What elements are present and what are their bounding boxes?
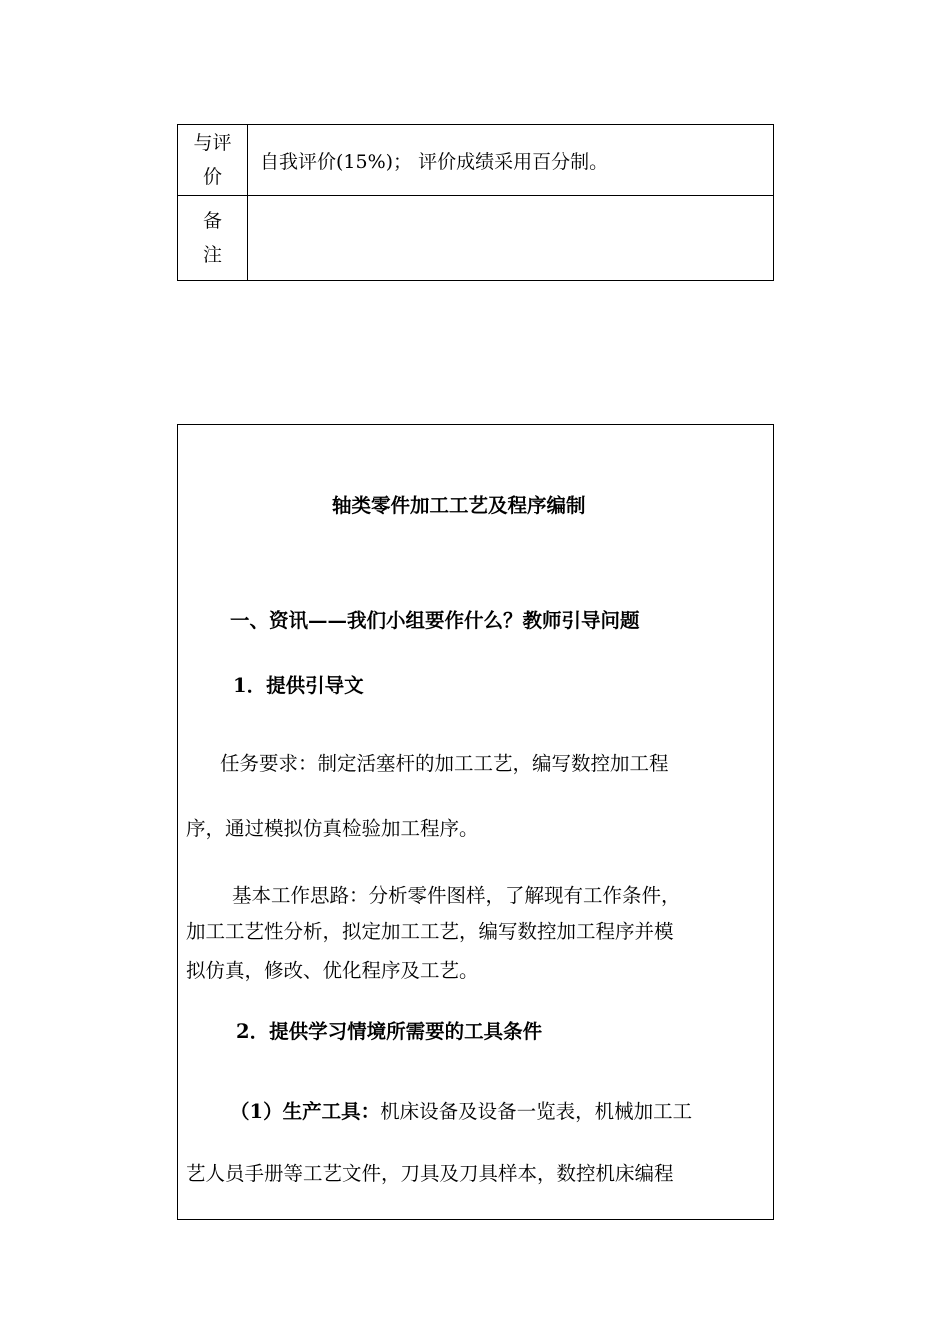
row-label-remarks: 备 注: [178, 196, 248, 281]
row-label-evaluation: 与评 价: [178, 125, 248, 196]
table-row: [178, 196, 774, 281]
tools-line-2: 艺人员手册等工艺文件，刀具及刀具样本，数控机床编程: [186, 1162, 674, 1185]
task-line-1: 任务要求：制定活塞杆的加工工艺，编写数控加工程: [220, 752, 669, 775]
section-heading: 一、资讯——我们小组要作什么？教师引导问题: [230, 609, 640, 632]
document-title: 轴类零件加工工艺及程序编制: [332, 494, 586, 517]
tools-label: （1）生产工具：: [230, 1100, 381, 1123]
idea-line-1: 基本工作思路：分析零件图样，了解现有工作条件，: [232, 884, 681, 907]
idea-line-2: 加工工艺性分析，拟定加工工艺，编写数控加工程序并模: [186, 920, 674, 943]
subheading-guide: 1．提供引导文: [233, 674, 364, 697]
remarks-content: [248, 196, 774, 281]
document-box: [177, 424, 774, 1220]
tools-line-1: [230, 1096, 692, 1124]
idea-line-3: 拟仿真，修改、优化程序及工艺。: [186, 959, 479, 982]
task-line-2: 序，通过模拟仿真检验加工程序。: [186, 817, 479, 840]
evaluation-table: [177, 124, 774, 281]
tools-text: 机床设备及设备一览表，机械加工工: [380, 1100, 693, 1123]
evaluation-content: 自我评价(15%)； 评价成绩采用百分制。: [248, 125, 774, 196]
table-row: [178, 125, 774, 196]
subheading-tools: 2．提供学习情境所需要的工具条件: [236, 1020, 543, 1043]
